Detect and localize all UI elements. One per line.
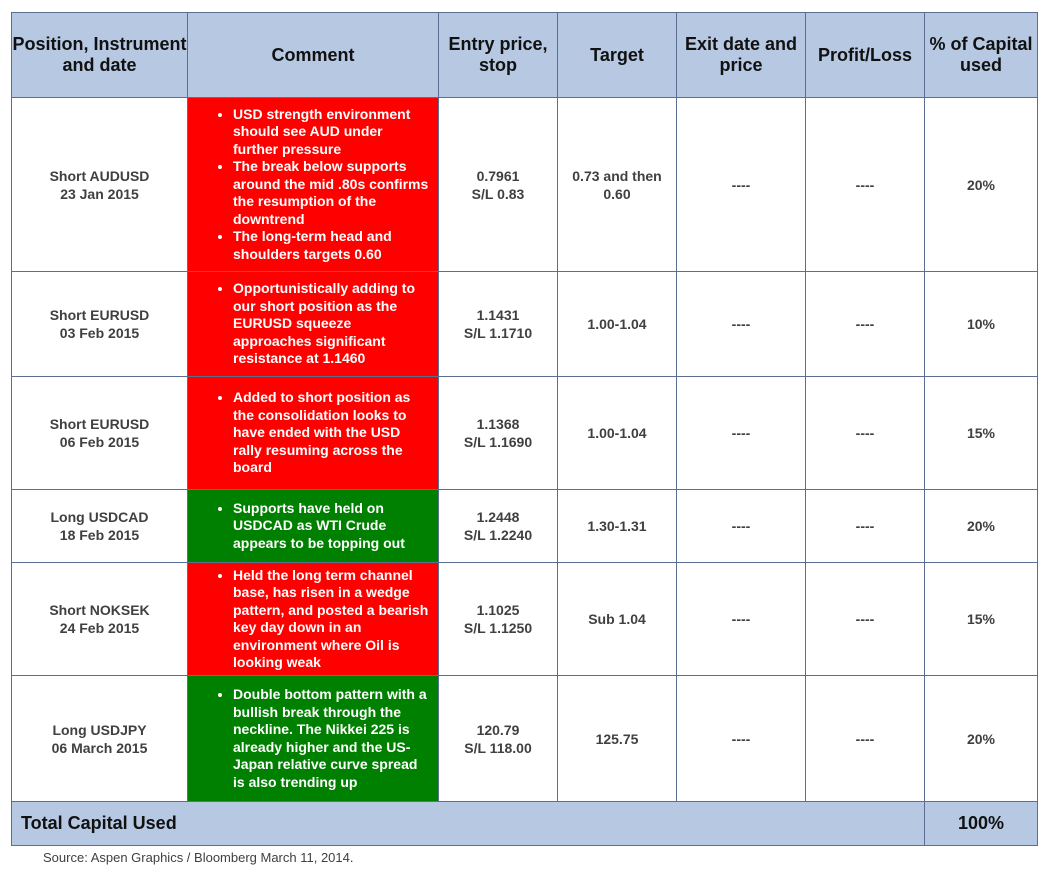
position-date: 03 Feb 2015 [59,325,140,341]
total-label: Total Capital Used [12,802,925,846]
profit-loss-cell: ---- [806,272,925,377]
target-value: 0.73 and then 0.60 [572,167,662,202]
position-date: 06 Feb 2015 [59,434,140,450]
comment-bullet: • Opportunistically adding to our short position as the EURUSD squeeze approaches significant resistance at 1.1460 [233,280,430,368]
stop-loss: S/L 1.1690 [463,434,533,450]
header-profit-loss: Profit/Loss [806,13,925,98]
position-cell [12,676,188,802]
exit-cell: ---- [677,272,806,377]
entry-cell [439,490,558,563]
capital-cell: 10% [925,272,1038,377]
position-date: 24 Feb 2015 [59,620,140,636]
comment-bullet: • Supports have held on USDCAD as WTI Crude appears to be topping out [233,500,430,553]
header-comment: Comment [188,13,439,98]
target-value: Sub 1.04 [588,611,646,627]
target-cell [558,272,677,377]
header-exit: Exit date and price [677,13,806,98]
entry-price: 1.1431 [476,307,520,323]
exit-cell: ---- [677,676,806,802]
comment-cell [188,490,439,563]
table-row [12,563,1038,676]
entry-cell [439,563,558,676]
position-cell [12,272,188,377]
entry-price: 1.2448 [476,509,520,525]
comment-bullet: • Held the long term channel base, has risen in a wedge pattern, and posted a bearish key day down in an environment where Oil is looking weak [233,567,430,672]
target-value: 1.00-1.04 [587,316,647,332]
position-instrument: Short EURUSD [49,416,150,432]
position-instrument: Long USDCAD [50,509,149,525]
target-value: 1.30-1.31 [587,518,647,534]
table-row [12,98,1038,272]
profit-loss-cell: ---- [806,377,925,490]
capital-cell: 20% [925,98,1038,272]
comment-bullet: • Double bottom pattern with a bullish break through the neckline. The Nikkei 225 is already higher and the US-Japan relative curve spread is also trending up [233,686,430,791]
stop-loss: S/L 1.1250 [463,620,533,636]
source-note: Source: Aspen Graphics / Bloomberg March 11, 2014. [43,850,354,865]
profit-loss-cell: ---- [806,563,925,676]
entry-price: 1.1368 [476,416,520,432]
exit-cell: ---- [677,490,806,563]
target-value: 125.75 [595,730,639,747]
total-row [12,802,1038,846]
target-cell [558,676,677,802]
stop-loss: S/L 0.83 [471,185,525,202]
table-row [12,272,1038,377]
entry-cell [439,676,558,802]
header-position: Position, Instrument and date [12,13,188,98]
table-row [12,377,1038,490]
profit-loss-cell: ---- [806,676,925,802]
header-entry: Entry price, stop [439,13,558,98]
comment-cell [188,676,439,802]
position-instrument: Short EURUSD [49,307,150,323]
capital-cell: 15% [925,563,1038,676]
position-cell [12,377,188,490]
comment-bullet: • The break below supports around the mid .80s confirms the resumption of the downtrend [233,158,430,228]
stop-loss: S/L 118.00 [464,739,532,756]
position-cell [12,98,188,272]
target-value: 1.00-1.04 [587,425,647,441]
entry-price: 0.7961 [476,167,520,184]
target-cell [558,98,677,272]
position-instrument: Short NOKSEK [49,602,150,618]
comment-cell [188,563,439,676]
comment-bullet: • The long-term head and shoulders targets 0.60 [233,228,430,263]
comment-cell [188,272,439,377]
comment-cell [188,98,439,272]
table-row [12,490,1038,563]
capital-cell: 20% [925,676,1038,802]
exit-cell: ---- [677,563,806,676]
comment-bullet: • USD strength environment should see AUD under further pressure [233,106,430,159]
comment-cell [188,377,439,490]
profit-loss-cell: ---- [806,490,925,563]
entry-cell [439,98,558,272]
table-row [12,676,1038,802]
target-cell [558,490,677,563]
header-capital: % of Capital used [925,13,1038,98]
total-value: 100% [925,802,1038,846]
stop-loss: S/L 1.1710 [463,325,533,341]
position-instrument: Short AUDUSD [49,167,150,184]
header-row [12,13,1038,98]
header-target: Target [558,13,677,98]
entry-price: 1.1025 [476,602,520,618]
entry-price: 120.79 [476,721,520,738]
stop-loss: S/L 1.2240 [463,527,533,543]
position-date: 23 Jan 2015 [60,185,139,202]
position-date: 18 Feb 2015 [59,527,140,543]
profit-loss-cell: ---- [806,98,925,272]
capital-cell: 20% [925,490,1038,563]
trades-table [11,12,1038,846]
position-cell [12,563,188,676]
capital-cell: 15% [925,377,1038,490]
position-date: 06 March 2015 [51,739,148,756]
position-cell [12,490,188,563]
position-instrument: Long USDJPY [52,721,147,738]
exit-cell: ---- [677,377,806,490]
target-cell [558,377,677,490]
entry-cell [439,272,558,377]
entry-cell [439,377,558,490]
exit-cell: ---- [677,98,806,272]
comment-bullet: • Added to short position as the consolidation looks to have ended with the USD rally resuming across the board [233,389,430,477]
target-cell [558,563,677,676]
